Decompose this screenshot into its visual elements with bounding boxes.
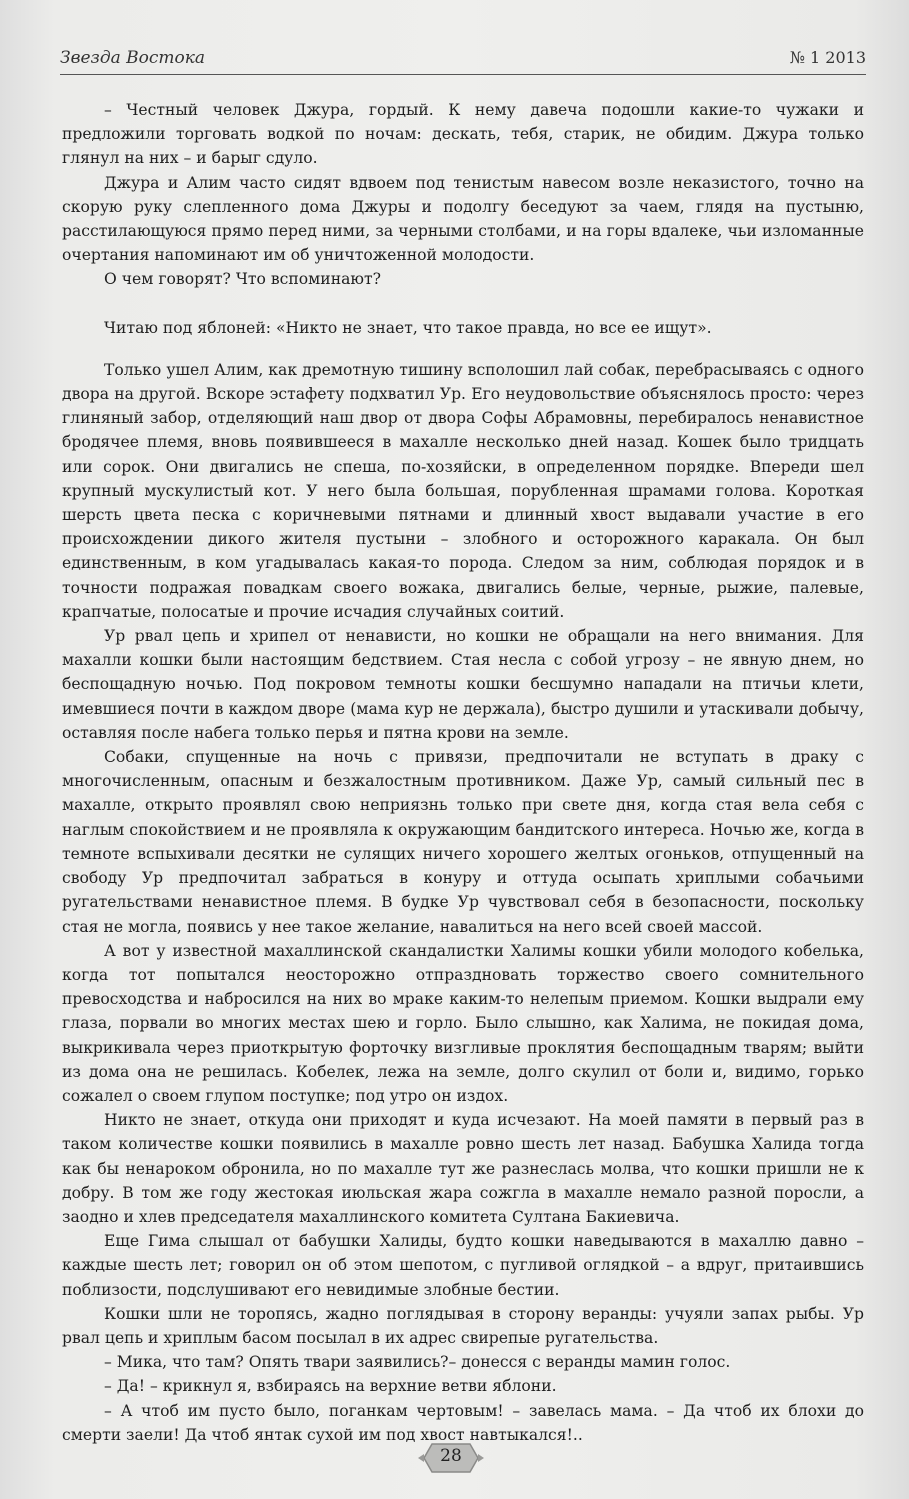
paragraph: – А чтоб им пусто было, поганкам чертовым! – завелась мама. – Да чтоб их блохи до смерти заели! Да чтоб янтак сухой им под хвост навтыкался!.. [62, 1401, 864, 1444]
paragraph: Кошки шли не торопясь, жадно поглядывая в сторону веранды: учуяли запах рыбы. Ур рвал цепь и хриплым басом посылал в их адрес свирепые ругательства. [62, 1304, 864, 1347]
paragraph: Никто не знает, откуда они приходят и куда исчезают. На моей памяти в первый раз в таком количестве кошки появились в махалле ровно шесть лет назад. Бабушка Халида тогда как бы ненароком обронила, но по махалле тут же разнеслась молва, что кошки пришли не к добру. В том же году жестокая июльская жара сожгла в махалле немало разной поросли, а заодно и хлев председателя махаллинского комитета Султана Бакиевича. [62, 1111, 864, 1226]
page-number-badge [418, 1436, 484, 1480]
journal-title: Звезда Востока [60, 48, 206, 68]
page-number: 28 [440, 1446, 462, 1466]
paragraph: – Честный человек Джура, гордый. К нему давеча подошли какие-то чужаки и предложили торговать водкой по ночам: дескать, тебя, старик, не обидим. Джура только глянул на них – и барыг сдуло. [62, 101, 864, 168]
paragraph: А вот у известной махаллинской скандалистки Халимы кошки убили молодого кобелька, когда тот попытался неосторожно отпраздновать торжество своего сомнительного превосходства и набросился на них во мраке каким-то нелепым приемом. Кошки выдрали ему глаза, порвали во многих местах шею и горло. Было слышно, как Халима, не покидая дома, выкрикивала через приоткрытую форточку визгливые проклятия беспощадным тварям; выйти из дома она не решилась. Кобелек, лежа на земле, долго скулил от боли и, видимо, горько сожалел о своем глупом поступке; под утро он издох. [62, 941, 864, 1105]
paragraph: Ур рвал цепь и хрипел от ненависти, но кошки не обращали на него внимания. Для махалли кошки были настоящим бедствием. Стая несла с собой угрозу – не явную днем, но беспощадную ночью. Под покровом темноты кошки бесшумно нападали на птичьи клети, имевшиеся почти в каждом дворе (мама кур не держала), быстро душили и утаскивали добычу, оставляя после набега только перья и пятна крови на земле. [62, 627, 864, 742]
paragraph: Только ушел Алим, как дремотную тишину всполошил лай собак, перебрасываясь с одного двора на другой. Вскоре эстафету подхватил Ур. Его неудовольствие объяснялось просто: через глиняный забор, отделяющий наш двор от двора Софы Абрамовны, перебиралось ненавистное бродячее племя, вновь появившееся в махалле несколько дней назад. Кошек было тридцать или сорок. Они двигались не спеша, по-хозяйски, в определенном порядке. Впереди шел крупный мускулистый кот. У него была большая, порубленная шрамами голова. Короткая шерсть цвета песка с коричневыми пятнами и длинный хвост выдавали участие в его происхождении дикого жителя пустыни – злобного и осторожного каракала. Он был единственным, в ком угадывалась какая-то порода. Следом за ним, соблюдая порядок и в точности подражая повадкам своего вожака, двигались белые, черные, рыжие, палевые, крапчатые, полосатые и прочие исчадия случайных соитий. [62, 360, 864, 621]
article-body [62, 98, 864, 1447]
paragraph: О чем говорят? Что вспоминают? [104, 270, 381, 289]
paragraph: Собаки, спущенные на ночь с привязи, предпочитали не вступать в драку с многочисленным, опасным и безжалостным противником. Даже Ур, самый сильный пес в махалле, открыто проявлял свою неприязнь только при свете дня, когда стая вела себя с наглым спокойствием и не проявляла к окружающим бандитского интереса. Ночью же, когда в темноте вспыхивали десятки не сулящих ничего хорошего желтых огоньков, отпущенный на свободу Ур предпочитал забраться в конуру и оттуда осыпать хриплыми собачьими ругательствами ненавистное племя. В будке Ур чувствовал себя в безопасности, поскольку стая не могла, появись у нее такое желание, навалиться на него всей своей массой. [62, 748, 864, 936]
paragraph: Джура и Алим часто сидят вдвоем под тенистым навесом возле неказистого, точно на скорую руку слепленного дома Джуры и подолгу беседуют за чаем, глядя на пустыню, расстилающуюся прямо перед ними, за черными столбами, и на горы вдалеке, чьи изломанные очертания напоминают им об уничтоженной молодости. [62, 173, 864, 265]
paragraph: – Да! – крикнул я, взбираясь на верхние ветви яблони. [104, 1377, 557, 1396]
paragraph: Еще Гима слышал от бабушки Халиды, будто кошки наведываются в махаллю давно – каждые шесть лет; говорил он об этом шепотом, с пугливой оглядкой – а вдруг, притаившись поблизости, подслушивают его невидимые злобные бестии. [62, 1232, 864, 1299]
paragraph: – Мика, что там? Опять твари заявились?– донесся с веранды мамин голос. [104, 1353, 731, 1372]
running-header [60, 44, 866, 75]
paragraph: Читаю под яблоней: «Никто не знает, что такое правда, но все ее ищут». [104, 318, 712, 337]
issue-number: № 1 2013 [789, 48, 866, 67]
